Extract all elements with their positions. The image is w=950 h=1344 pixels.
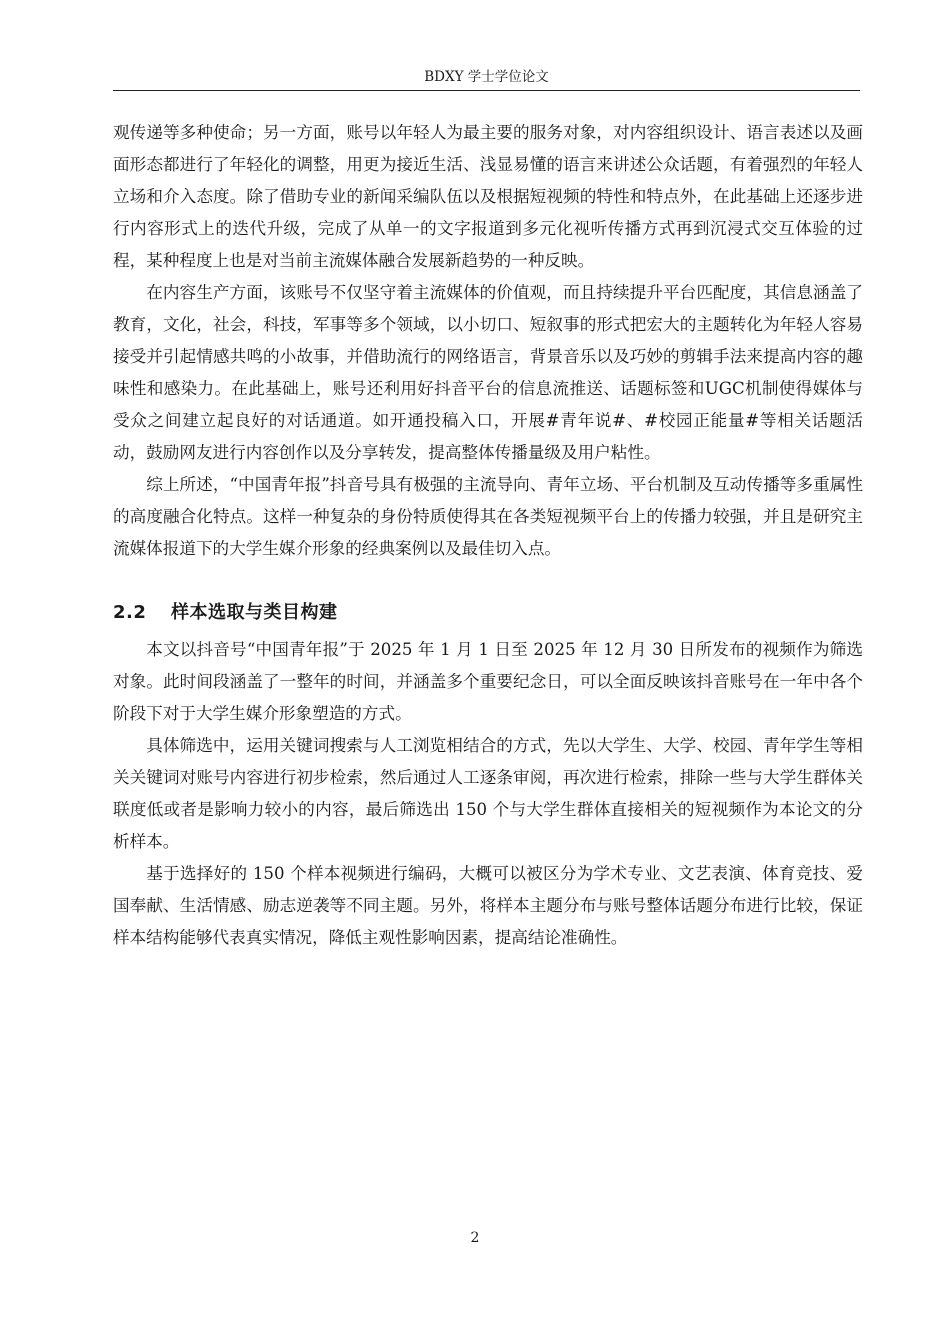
body-paragraph: 观传递等多种使命；另一方面，账号以年轻人为最主要的服务对象，对内容组织设计、语言表述以及画面形态都进行了年轻化的调整，用更为接近生活、浅显易懂的语言来讲述公众话题，有着强烈的年轻人立场和介入态度。除了借助专业的新闻采编队伍以及根据短视频的特性和特点外，在此基础上还逐步进行内容形式上的迭代升级，完成了从单一的文字报道到多元化视听传播方式再到沉浸式交互体验的过程，某种程度上也是对当前主流媒体融合发展新趋势的一种反映。	[113, 123, 863, 270]
section-heading	[113, 596, 863, 630]
section-number: 2.2	[113, 602, 147, 623]
body-paragraph: 在内容生产方面，该账号不仅坚守着主流媒体的价值观，而且持续提升平台匹配度，其信息涵盖了教育，文化，社会，科技，军事等多个领域，以小切口、短叙事的形式把宏大的主题转化为年轻人容易接受并引起情感共鸣的小故事，并借助流行的网络语言，背景音乐以及巧妙的剪辑手法来提高内容的趣味性和感染力。在此基础上，账号还利用好抖音平台的信息流推送、话题标签和UGC机制使得媒体与受众之间建立起良好的对话通道。如开通投稿入口，开展#青年说#、#校园正能量#等相关话题活动，鼓励网友进行内容创作以及分享转发，提高整体传播量级及用户粘性。	[113, 283, 863, 462]
body-paragraph: 具体筛选中，运用关键词搜索与人工浏览相结合的方式，先以大学生、大学、校园、青年学生等相关关键词对账号内容进行初步检索，然后通过人工逐条审阅，再次进行检索，排除一些与大学生群体关联度低或者是影响力较小的内容，最后筛选出 150 个与大学生群体直接相关的短视频作为本论文的分析样本。	[113, 736, 863, 851]
running-header-title: BDXY 学士学位论文	[424, 69, 549, 85]
section-title: 样本选取与类目构建	[171, 602, 338, 623]
page-number: 2	[470, 1230, 480, 1246]
main-content	[113, 117, 863, 954]
body-paragraph: 综上所述，“中国青年报”抖音号具有极强的主流导向、青年立场、平台机制及互动传播等多重属性的高度融合化特点。这样一种复杂的身份特质使得其在各类短视频平台上的传播力较强，并且是研究主流媒体报道下的大学生媒介形象的经典案例以及最佳切入点。	[113, 475, 863, 558]
body-paragraph: 本文以抖音号“中国青年报”于 2025 年 1 月 1 日至 2025 年 12 月 30 日所发布的视频作为筛选对象。此时间段涵盖了一整年的时间，并涵盖多个重要纪念日，可以全面反映该抖音账号在一年中各个阶段下对于大学生媒介形象塑造的方式。	[113, 640, 863, 723]
body-paragraph: 基于选择好的 150 个样本视频进行编码，大概可以被区分为学术专业、文艺表演、体育竞技、爱国奉献、生活情感、励志逆袭等不同主题。另外，将样本主题分布与账号整体话题分布进行比较，保证样本结构能够代表真实情况，降低主观性影响因素，提高结论准确性。	[113, 864, 863, 947]
running-header	[113, 66, 860, 91]
